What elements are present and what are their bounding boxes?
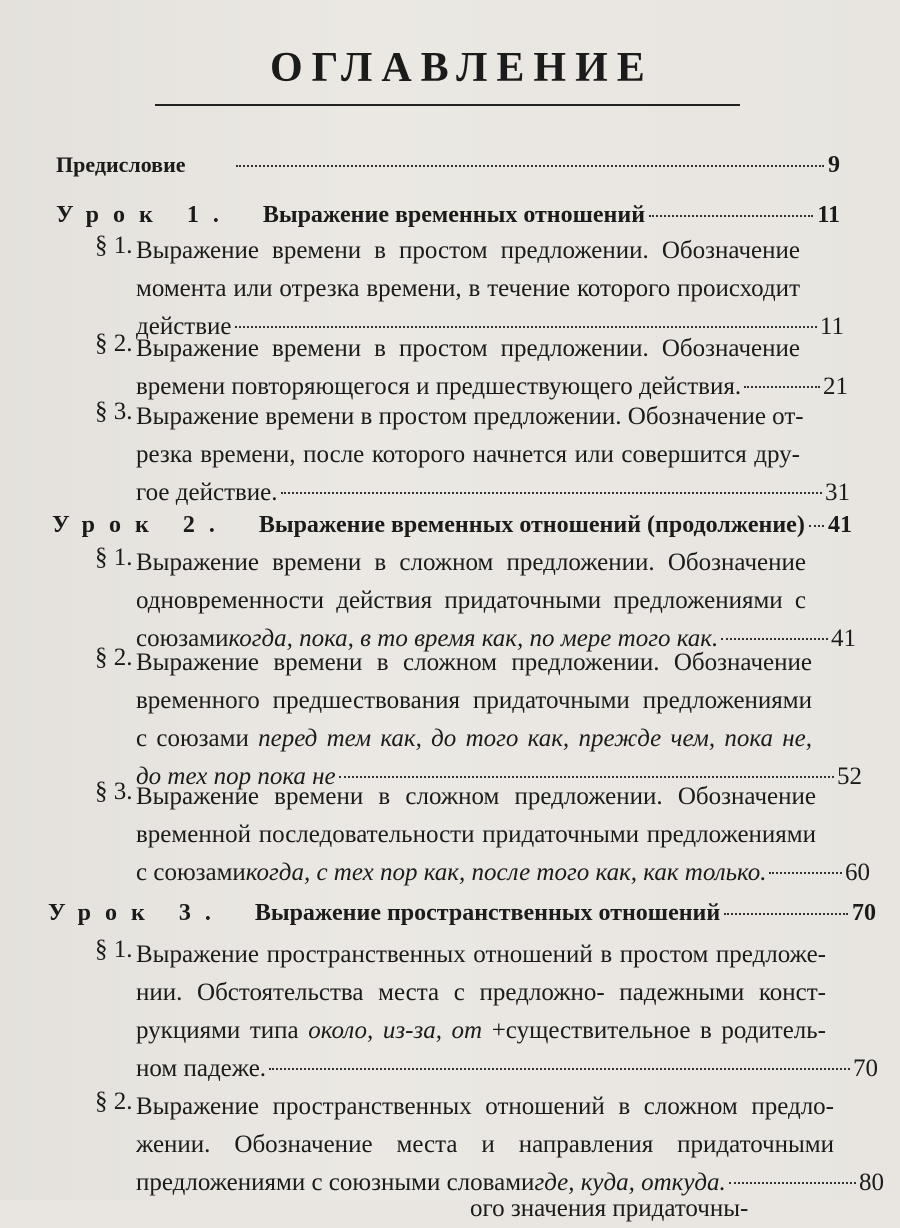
text-line: Выражение времени в сложном предложении. Обозначение	[136, 549, 806, 576]
page-number: 9	[828, 152, 840, 178]
text-line: момента или отрезка времени, в течение которого происходит	[136, 275, 800, 302]
text-fragment: рукциями типа	[136, 1017, 309, 1044]
text-line	[136, 720, 812, 758]
lesson-label: Урок 1.	[56, 202, 233, 228]
lesson-title: Выражение временных отношений	[262, 202, 646, 228]
text-line: Выражение пространственных отношений в сложном предло-	[136, 1093, 834, 1120]
leader-dots	[724, 913, 848, 915]
page-number: 31	[825, 479, 850, 506]
text-line	[136, 1012, 826, 1050]
text-line: Выражение времени в простом предложении. Обозначение от-	[136, 403, 804, 430]
page-number: 60	[845, 859, 870, 886]
text-line: жении. Обозначение места и направления придаточными	[136, 1131, 834, 1158]
section-number: § 3.	[95, 398, 133, 425]
section-entry[interactable]	[136, 644, 862, 796]
section-entry[interactable]	[136, 330, 848, 406]
italic-prepositions: около, из-за, от	[308, 1017, 483, 1044]
section-entry[interactable]	[136, 232, 844, 346]
page-number: 41	[831, 625, 856, 652]
section-entry[interactable]	[136, 544, 856, 658]
text-line: временной последовательности придаточными предложениями	[136, 821, 816, 848]
lesson-label: Урок 2.	[52, 512, 229, 538]
lesson-title: Выражение пространственных отношений	[254, 900, 721, 926]
page-number: 80	[859, 1169, 884, 1196]
section-entry[interactable]	[136, 936, 878, 1088]
section-number: § 2.	[95, 1088, 133, 1115]
text-line: одновременности действия придаточными предложениями с	[136, 587, 806, 614]
page-number: 70	[852, 900, 876, 926]
lesson-label: Урок 3.	[48, 900, 225, 926]
text-line: Выражение времени в простом предложении. Обозначение	[136, 237, 800, 264]
text-line: Выражение времени в простом предложении. Обозначение	[136, 335, 800, 362]
text-fragment: действие	[136, 313, 232, 340]
text-line: ого значения придаточны-	[470, 1195, 749, 1222]
lesson-entry[interactable]	[48, 900, 876, 927]
text-fragment: предложениями с союзными словами	[136, 1169, 535, 1196]
page-number: 41	[828, 512, 852, 538]
italic-conjunctions: до тех пор пока не	[136, 763, 336, 790]
section-number: § 3.	[95, 778, 133, 805]
section-entry[interactable]	[136, 778, 870, 892]
page-number: 11	[817, 202, 840, 228]
text-fragment: с союзами	[136, 725, 259, 752]
page-number: 52	[837, 763, 862, 790]
leader-dots	[649, 215, 813, 217]
leader-dots	[769, 872, 842, 874]
text-line: Выражение времени в сложном предложении. Обозначение	[136, 649, 812, 676]
page-number: 21	[823, 373, 848, 400]
section-entry[interactable]	[136, 398, 850, 512]
leader-dots	[269, 1068, 850, 1070]
text-line: Выражение пространственных отношений в простом предложе-	[136, 941, 826, 968]
leader-dots	[235, 326, 817, 328]
leader-dots	[721, 638, 828, 640]
cutoff-text	[470, 1190, 870, 1228]
leader-dots	[236, 165, 824, 167]
section-number: § 1.	[95, 544, 133, 571]
section-number: § 2.	[95, 330, 133, 357]
leader-dots	[281, 492, 822, 494]
section-entry[interactable]	[136, 1088, 884, 1202]
text-line: резка времени, после которого начнется или совершится дру-	[136, 441, 800, 468]
page-title: ОГЛАВЛЕНИЕ	[270, 45, 654, 91]
text-line: Выражение времени в сложном предложении. Обозначение	[136, 783, 816, 810]
text-line	[136, 854, 870, 892]
text-fragment: с союзами	[136, 859, 246, 886]
text-fragment: ном падеже.	[136, 1055, 267, 1082]
italic-conjunctions: когда, пока, в то время как, по мере того как.	[228, 625, 719, 652]
page-number: 11	[819, 313, 844, 340]
text-line: временного предшествования придаточными предложениями	[136, 687, 812, 714]
preface-label: Предисловие	[56, 152, 186, 177]
text-fragment: гое действие.	[136, 479, 278, 506]
page-number: 70	[853, 1055, 878, 1082]
italic-conjunctions: перед тем как, до того как, прежде чем, пока не,	[258, 725, 813, 752]
text-line	[136, 1050, 878, 1088]
section-number: § 1.	[95, 936, 133, 963]
leader-dots	[729, 1182, 856, 1184]
lesson-entry[interactable]	[56, 202, 840, 229]
text-fragment: +существительное в родитель-	[482, 1017, 827, 1044]
text-fragment: союзами	[136, 625, 229, 652]
text-line: нии. Обстоятельства места с предложно- падежными конст-	[136, 979, 826, 1006]
leader-dots	[809, 525, 824, 527]
section-number: § 2.	[95, 644, 133, 671]
italic-conjunctions: когда, с тех пор как, после того как, как только.	[245, 859, 767, 886]
text-line	[136, 474, 850, 512]
title-underline	[155, 104, 740, 106]
lesson-title: Выражение временных отношений (продолжение)	[258, 512, 805, 538]
section-number: § 1.	[95, 232, 133, 259]
text-fragment: времени повторяющегося и предшествующего действия.	[136, 373, 742, 400]
leader-dots	[744, 386, 820, 388]
italic-conjunctions: где, куда, откуда.	[534, 1169, 726, 1196]
preface-entry[interactable]	[56, 152, 840, 179]
lesson-entry[interactable]	[52, 512, 852, 539]
